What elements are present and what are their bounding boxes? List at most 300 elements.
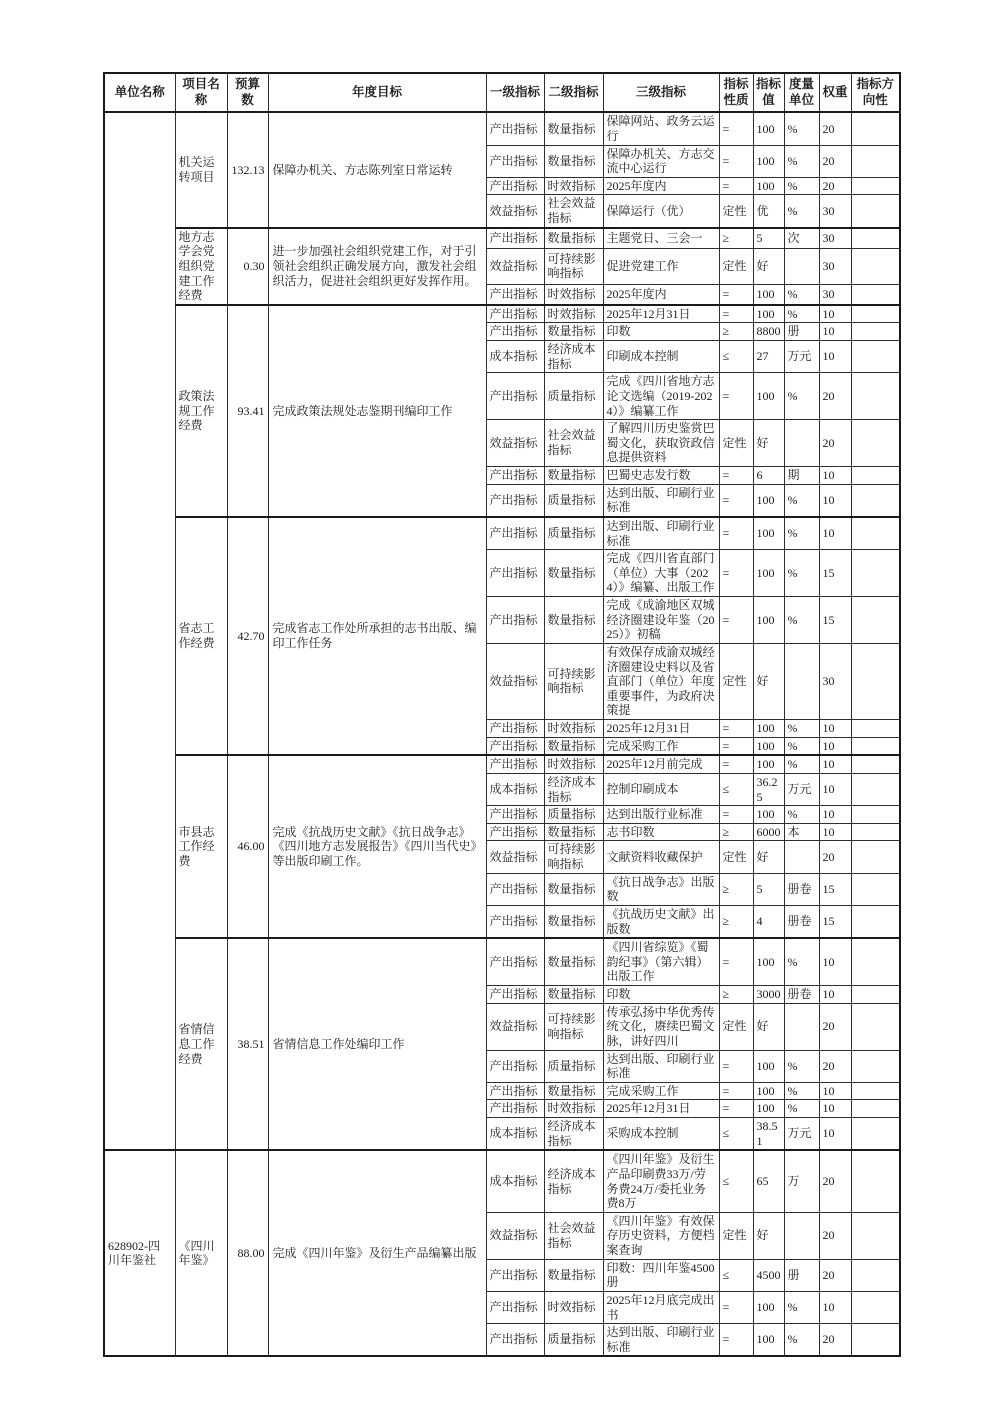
indicator-nature-cell: = <box>719 806 753 824</box>
level2-indicator-cell: 经济成本指标 <box>544 1150 603 1212</box>
measure-unit-cell: 册卷 <box>784 873 819 905</box>
weight-cell: 10 <box>819 755 851 773</box>
col-header-direction: 指标方向性 <box>851 73 900 112</box>
level2-indicator-cell: 可持续影响指标 <box>544 248 603 284</box>
level3-indicator-cell: 2025年12月31日 <box>603 720 719 738</box>
level2-indicator-cell: 数量指标 <box>544 737 603 755</box>
budget-cell: 0.30 <box>227 228 268 305</box>
indicator-nature-cell: ≤ <box>719 1118 753 1151</box>
direction-cell <box>851 228 900 248</box>
direction-cell <box>851 112 900 145</box>
budget-cell: 88.00 <box>227 1150 268 1356</box>
level2-indicator-cell: 数量指标 <box>544 823 603 841</box>
level3-indicator-cell: 印数 <box>603 986 719 1004</box>
level3-indicator-cell: 2025年12月31日 <box>603 305 719 323</box>
project-name-cell: 省情信息工作经费 <box>175 938 227 1150</box>
annual-goal-cell: 完成政策法规处志鉴期刊编印工作 <box>268 305 486 517</box>
level2-indicator-cell: 社会效益指标 <box>544 195 603 228</box>
level2-indicator-cell: 时效指标 <box>544 305 603 323</box>
direction-cell <box>851 1118 900 1151</box>
indicator-value-cell: 3000 <box>753 986 784 1004</box>
measure-unit-cell: % <box>784 1100 819 1118</box>
indicator-nature-cell: = <box>719 1324 753 1357</box>
indicator-nature-cell: = <box>719 484 753 517</box>
level3-indicator-cell: 达到出版、印刷行业标准 <box>603 1050 719 1082</box>
direction-cell <box>851 986 900 1004</box>
measure-unit-cell <box>784 1212 819 1259</box>
direction-cell <box>851 484 900 517</box>
indicator-value-cell: 100 <box>753 484 784 517</box>
level1-indicator-cell: 产出指标 <box>486 597 544 644</box>
direction-cell <box>851 1324 900 1357</box>
weight-cell: 20 <box>819 177 851 195</box>
level2-indicator-cell: 时效指标 <box>544 177 603 195</box>
direction-cell <box>851 1082 900 1100</box>
level2-indicator-cell: 质量指标 <box>544 1324 603 1357</box>
measure-unit-cell <box>784 1003 819 1050</box>
level2-indicator-cell: 社会效益指标 <box>544 1212 603 1259</box>
level2-indicator-cell: 质量指标 <box>544 373 603 420</box>
project-name-cell: 地方志学会党组织党建工作经费 <box>175 228 227 305</box>
weight-cell: 20 <box>819 1212 851 1259</box>
weight-cell: 30 <box>819 228 851 248</box>
direction-cell <box>851 806 900 824</box>
annual-goal-cell: 省情信息工作处编印工作 <box>268 938 486 1150</box>
budget-cell: 132.13 <box>227 112 268 227</box>
indicator-value-cell: 100 <box>753 177 784 195</box>
measure-unit-cell: 期 <box>784 467 819 485</box>
level3-indicator-cell: 了解四川历史鉴赏巴蜀文化，获取资政信息提供资料 <box>603 420 719 467</box>
level2-indicator-cell: 质量指标 <box>544 517 603 550</box>
level1-indicator-cell: 产出指标 <box>486 145 544 177</box>
level2-indicator-cell: 数量指标 <box>544 550 603 597</box>
level1-indicator-cell: 产出指标 <box>486 1100 544 1118</box>
level3-indicator-cell: 《四川年鉴》有效保存历史资料，方便档案查询 <box>603 1212 719 1259</box>
level2-indicator-cell: 经济成本指标 <box>544 341 603 373</box>
indicator-nature-cell: = <box>719 517 753 550</box>
indicator-nature-cell: = <box>719 938 753 985</box>
indicator-value-cell: 好 <box>753 643 784 719</box>
indicator-nature-cell: = <box>719 177 753 195</box>
indicator-value-cell: 38.51 <box>753 1118 784 1151</box>
direction-cell <box>851 550 900 597</box>
level3-indicator-cell: 达到出版、印刷行业标准 <box>603 1324 719 1357</box>
level1-indicator-cell: 产出指标 <box>486 873 544 905</box>
measure-unit-cell: % <box>784 737 819 755</box>
indicator-row <box>104 228 900 248</box>
indicator-nature-cell: = <box>719 305 753 323</box>
indicator-nature-cell: ≥ <box>719 905 753 938</box>
level2-indicator-cell: 数量指标 <box>544 597 603 644</box>
level1-indicator-cell: 产出指标 <box>486 1050 544 1082</box>
measure-unit-cell: % <box>784 484 819 517</box>
level1-indicator-cell: 产出指标 <box>486 550 544 597</box>
direction-cell <box>851 1100 900 1118</box>
col-header-unit-name: 单位名称 <box>104 73 175 112</box>
direction-cell <box>851 1003 900 1050</box>
level3-indicator-cell: 2025年12月底完成出书 <box>603 1291 719 1323</box>
col-header-level1: 一级指标 <box>486 73 544 112</box>
indicator-value-cell: 65 <box>753 1150 784 1212</box>
level3-indicator-cell: 印数：四川年鉴4500册 <box>603 1259 719 1291</box>
level1-indicator-cell: 效益指标 <box>486 195 544 228</box>
level1-indicator-cell: 产出指标 <box>486 938 544 985</box>
measure-unit-cell: % <box>784 195 819 228</box>
indicator-nature-cell: 定性 <box>719 841 753 873</box>
level3-indicator-cell: 保障办机关、方志交流中心运行 <box>603 145 719 177</box>
weight-cell: 10 <box>819 823 851 841</box>
measure-unit-cell: % <box>784 284 819 304</box>
weight-cell: 30 <box>819 195 851 228</box>
annual-goal-cell: 完成《四川年鉴》及衍生产品编纂出版 <box>268 1150 486 1356</box>
project-name-cell: 省志工作经费 <box>175 517 227 755</box>
indicator-nature-cell: ≤ <box>719 341 753 373</box>
measure-unit-cell: % <box>784 517 819 550</box>
level2-indicator-cell: 数量指标 <box>544 1082 603 1100</box>
direction-cell <box>851 373 900 420</box>
indicator-value-cell: 100 <box>753 305 784 323</box>
project-name-cell: 政策法规工作经费 <box>175 305 227 517</box>
level1-indicator-cell: 产出指标 <box>486 305 544 323</box>
level1-indicator-cell: 成本指标 <box>486 1118 544 1151</box>
direction-cell <box>851 905 900 938</box>
weight-cell: 20 <box>819 841 851 873</box>
weight-cell: 10 <box>819 1100 851 1118</box>
direction-cell <box>851 341 900 373</box>
level2-indicator-cell: 数量指标 <box>544 112 603 145</box>
measure-unit-cell: % <box>784 1324 819 1357</box>
level1-indicator-cell: 产出指标 <box>486 1082 544 1100</box>
weight-cell: 10 <box>819 773 851 805</box>
indicator-value-cell: 100 <box>753 145 784 177</box>
weight-cell: 10 <box>819 484 851 517</box>
budget-cell: 46.00 <box>227 755 268 938</box>
measure-unit-cell: % <box>784 1050 819 1082</box>
direction-cell <box>851 720 900 738</box>
annual-goal-cell: 进一步加强社会组织党建工作，对于引领社会组织正确发展方向，激发社会组织活力，促进社会组织更好发挥作用。 <box>268 228 486 305</box>
indicator-nature-cell: = <box>719 720 753 738</box>
weight-cell: 20 <box>819 145 851 177</box>
col-header-measure-unit: 度量单位 <box>784 73 819 112</box>
level1-indicator-cell: 产出指标 <box>486 823 544 841</box>
indicator-value-cell: 100 <box>753 737 784 755</box>
measure-unit-cell: % <box>784 806 819 824</box>
measure-unit-cell: 册卷 <box>784 986 819 1004</box>
weight-cell: 15 <box>819 550 851 597</box>
weight-cell: 10 <box>819 517 851 550</box>
indicator-nature-cell: ≥ <box>719 823 753 841</box>
level1-indicator-cell: 产出指标 <box>486 517 544 550</box>
direction-cell <box>851 1150 900 1212</box>
measure-unit-cell: 万元 <box>784 1118 819 1151</box>
direction-cell <box>851 823 900 841</box>
measure-unit-cell: % <box>784 112 819 145</box>
level1-indicator-cell: 产出指标 <box>486 905 544 938</box>
measure-unit-cell: 次 <box>784 228 819 248</box>
direction-cell <box>851 248 900 284</box>
level3-indicator-cell: 控制印刷成本 <box>603 773 719 805</box>
indicator-nature-cell: = <box>719 112 753 145</box>
weight-cell: 10 <box>819 720 851 738</box>
measure-unit-cell: % <box>784 373 819 420</box>
project-name-cell: 市县志工作经费 <box>175 755 227 938</box>
indicator-nature-cell: 定性 <box>719 248 753 284</box>
indicator-nature-cell: 定性 <box>719 420 753 467</box>
direction-cell <box>851 195 900 228</box>
weight-cell: 10 <box>819 986 851 1004</box>
indicator-row <box>104 517 900 550</box>
direction-cell <box>851 1259 900 1291</box>
level2-indicator-cell: 数量指标 <box>544 873 603 905</box>
level3-indicator-cell: 保障网站、政务云运行 <box>603 112 719 145</box>
measure-unit-cell: % <box>784 938 819 985</box>
direction-cell <box>851 737 900 755</box>
indicator-value-cell: 100 <box>753 112 784 145</box>
indicator-nature-cell: = <box>719 1100 753 1118</box>
level2-indicator-cell: 可持续影响指标 <box>544 643 603 719</box>
indicator-value-cell: 5 <box>753 873 784 905</box>
measure-unit-cell: 万 <box>784 1150 819 1212</box>
level3-indicator-cell: 印刷成本控制 <box>603 341 719 373</box>
indicator-nature-cell: 定性 <box>719 1003 753 1050</box>
col-header-project-name: 项目名称 <box>175 73 227 112</box>
level3-indicator-cell: 《抗日战争志》出版数 <box>603 873 719 905</box>
project-name-cell: 《四川年鉴》 <box>175 1150 227 1356</box>
measure-unit-cell: % <box>784 145 819 177</box>
indicator-value-cell: 100 <box>753 1050 784 1082</box>
direction-cell <box>851 841 900 873</box>
indicator-nature-cell: ≥ <box>719 228 753 248</box>
level3-indicator-cell: 主题党日、三会一 <box>603 228 719 248</box>
level3-indicator-cell: 巴蜀史志发行数 <box>603 467 719 485</box>
level3-indicator-cell: 传承弘扬中华优秀传统文化，赓续巴蜀文脉，讲好四川 <box>603 1003 719 1050</box>
indicator-value-cell: 好 <box>753 1212 784 1259</box>
weight-cell: 20 <box>819 420 851 467</box>
level1-indicator-cell: 产出指标 <box>486 1291 544 1323</box>
direction-cell <box>851 938 900 985</box>
indicator-nature-cell: 定性 <box>719 1212 753 1259</box>
level2-indicator-cell: 时效指标 <box>544 284 603 304</box>
level3-indicator-cell: 有效保存成渝双城经济圈建设史料以及省直部门（单位）年度重要事件，为政府决策提 <box>603 643 719 719</box>
measure-unit-cell: 册卷 <box>784 905 819 938</box>
level1-indicator-cell: 效益指标 <box>486 643 544 719</box>
level3-indicator-cell: 完成《四川省地方志论文选编（2019-2024）》编纂工作 <box>603 373 719 420</box>
direction-cell <box>851 323 900 341</box>
indicator-nature-cell: ≥ <box>719 873 753 905</box>
measure-unit-cell <box>784 248 819 284</box>
level3-indicator-cell: 《抗战历史文献》出版数 <box>603 905 719 938</box>
weight-cell: 30 <box>819 643 851 719</box>
level1-indicator-cell: 产出指标 <box>486 228 544 248</box>
level1-indicator-cell: 产出指标 <box>486 484 544 517</box>
col-header-budget: 预算数 <box>227 73 268 112</box>
annual-goal-cell: 完成省志工作处所承担的志书出版、编印工作任务 <box>268 517 486 755</box>
level1-indicator-cell: 产出指标 <box>486 323 544 341</box>
measure-unit-cell: 万元 <box>784 773 819 805</box>
weight-cell: 10 <box>819 1082 851 1100</box>
level1-indicator-cell: 产出指标 <box>486 755 544 773</box>
weight-cell: 20 <box>819 373 851 420</box>
indicator-nature-cell: = <box>719 550 753 597</box>
indicator-nature-cell: = <box>719 1082 753 1100</box>
unit-name-cell: 628902-四川年鉴社 <box>104 1150 175 1356</box>
weight-cell: 20 <box>819 1050 851 1082</box>
indicator-nature-cell: = <box>719 755 753 773</box>
measure-unit-cell: % <box>784 550 819 597</box>
direction-cell <box>851 305 900 323</box>
indicator-value-cell: 好 <box>753 841 784 873</box>
level2-indicator-cell: 时效指标 <box>544 720 603 738</box>
measure-unit-cell: % <box>784 755 819 773</box>
indicator-nature-cell: ≤ <box>719 1259 753 1291</box>
budget-cell: 93.41 <box>227 305 268 517</box>
col-header-level3: 三级指标 <box>603 73 719 112</box>
indicator-value-cell: 好 <box>753 248 784 284</box>
level1-indicator-cell: 效益指标 <box>486 841 544 873</box>
level1-indicator-cell: 成本指标 <box>486 341 544 373</box>
level3-indicator-cell: 完成《四川省直部门（单位）大事（2024）》编纂、出版工作 <box>603 550 719 597</box>
measure-unit-cell <box>784 420 819 467</box>
level3-indicator-cell: 达到出版、印刷行业标准 <box>603 517 719 550</box>
measure-unit-cell <box>784 841 819 873</box>
level1-indicator-cell: 产出指标 <box>486 806 544 824</box>
level1-indicator-cell: 产出指标 <box>486 284 544 304</box>
indicator-nature-cell: = <box>719 284 753 304</box>
indicator-value-cell: 4500 <box>753 1259 784 1291</box>
level2-indicator-cell: 数量指标 <box>544 467 603 485</box>
indicator-nature-cell: = <box>719 467 753 485</box>
level2-indicator-cell: 经济成本指标 <box>544 773 603 805</box>
indicator-nature-cell: 定性 <box>719 195 753 228</box>
weight-cell: 10 <box>819 341 851 373</box>
level1-indicator-cell: 成本指标 <box>486 773 544 805</box>
weight-cell: 15 <box>819 597 851 644</box>
weight-cell: 10 <box>819 1291 851 1323</box>
level3-indicator-cell: 2025年度内 <box>603 177 719 195</box>
level2-indicator-cell: 可持续影响指标 <box>544 1003 603 1050</box>
indicator-value-cell: 100 <box>753 517 784 550</box>
project-name-cell: 机关运转项目 <box>175 112 227 227</box>
col-header-annual-goal: 年度目标 <box>268 73 486 112</box>
level1-indicator-cell: 产出指标 <box>486 177 544 195</box>
direction-cell <box>851 467 900 485</box>
indicator-value-cell: 100 <box>753 806 784 824</box>
level3-indicator-cell: 达到出版、印刷行业标准 <box>603 484 719 517</box>
weight-cell: 20 <box>819 1150 851 1212</box>
indicator-value-cell: 100 <box>753 1082 784 1100</box>
level2-indicator-cell: 数量指标 <box>544 938 603 985</box>
indicator-value-cell: 100 <box>753 597 784 644</box>
direction-cell <box>851 145 900 177</box>
indicator-value-cell: 5 <box>753 228 784 248</box>
indicator-value-cell: 6000 <box>753 823 784 841</box>
measure-unit-cell <box>784 643 819 719</box>
indicator-value-cell: 100 <box>753 755 784 773</box>
level1-indicator-cell: 效益指标 <box>486 420 544 467</box>
level1-indicator-cell: 产出指标 <box>486 1259 544 1291</box>
direction-cell <box>851 1291 900 1323</box>
measure-unit-cell: % <box>784 305 819 323</box>
level2-indicator-cell: 数量指标 <box>544 228 603 248</box>
level3-indicator-cell: 文献资料收藏保护 <box>603 841 719 873</box>
level1-indicator-cell: 产出指标 <box>486 720 544 738</box>
indicator-value-cell: 4 <box>753 905 784 938</box>
weight-cell: 10 <box>819 467 851 485</box>
indicator-row <box>104 305 900 323</box>
col-header-nature: 指标性质 <box>719 73 753 112</box>
level1-indicator-cell: 产出指标 <box>486 112 544 145</box>
direction-cell <box>851 177 900 195</box>
level3-indicator-cell: 完成采购工作 <box>603 1082 719 1100</box>
indicator-nature-cell: ≤ <box>719 773 753 805</box>
level3-indicator-cell: 完成《成渝地区双城经济圈建设年鉴（2025）》初稿 <box>603 597 719 644</box>
weight-cell: 10 <box>819 1118 851 1151</box>
indicator-value-cell: 100 <box>753 720 784 738</box>
weight-cell: 20 <box>819 112 851 145</box>
weight-cell: 15 <box>819 905 851 938</box>
level2-indicator-cell: 数量指标 <box>544 323 603 341</box>
measure-unit-cell: 册 <box>784 323 819 341</box>
weight-cell: 10 <box>819 737 851 755</box>
level2-indicator-cell: 数量指标 <box>544 145 603 177</box>
measure-unit-cell: % <box>784 177 819 195</box>
col-header-weight: 权重 <box>819 73 851 112</box>
level1-indicator-cell: 产出指标 <box>486 467 544 485</box>
indicator-value-cell: 好 <box>753 1003 784 1050</box>
weight-cell: 30 <box>819 284 851 304</box>
level1-indicator-cell: 产出指标 <box>486 737 544 755</box>
budget-cell: 38.51 <box>227 938 268 1150</box>
col-header-level2: 二级指标 <box>544 73 603 112</box>
indicator-row <box>104 1150 900 1212</box>
measure-unit-cell: 本 <box>784 823 819 841</box>
performance-indicator-table <box>103 72 901 1357</box>
weight-cell: 20 <box>819 1324 851 1357</box>
level2-indicator-cell: 时效指标 <box>544 755 603 773</box>
level2-indicator-cell: 数量指标 <box>544 1259 603 1291</box>
indicator-value-cell: 100 <box>753 938 784 985</box>
level2-indicator-cell: 可持续影响指标 <box>544 841 603 873</box>
table-body <box>104 112 900 1356</box>
level3-indicator-cell: 采购成本控制 <box>603 1118 719 1151</box>
level1-indicator-cell: 产出指标 <box>486 986 544 1004</box>
unit-name-cell <box>104 112 175 1150</box>
weight-cell: 20 <box>819 1259 851 1291</box>
direction-cell <box>851 597 900 644</box>
indicator-value-cell: 100 <box>753 550 784 597</box>
indicator-nature-cell: = <box>719 145 753 177</box>
indicator-value-cell: 优 <box>753 195 784 228</box>
direction-cell <box>851 420 900 467</box>
indicator-value-cell: 100 <box>753 1324 784 1357</box>
measure-unit-cell: % <box>784 1291 819 1323</box>
direction-cell <box>851 1212 900 1259</box>
indicator-nature-cell: = <box>719 737 753 755</box>
indicator-value-cell: 100 <box>753 284 784 304</box>
indicator-nature-cell: ≥ <box>719 986 753 1004</box>
measure-unit-cell: % <box>784 1082 819 1100</box>
weight-cell: 10 <box>819 806 851 824</box>
indicator-nature-cell: ≤ <box>719 1150 753 1212</box>
weight-cell: 15 <box>819 873 851 905</box>
measure-unit-cell: % <box>784 597 819 644</box>
indicator-nature-cell: = <box>719 1291 753 1323</box>
level3-indicator-cell: 达到出版行业标准 <box>603 806 719 824</box>
indicator-row <box>104 755 900 773</box>
level3-indicator-cell: 志书印数 <box>603 823 719 841</box>
level2-indicator-cell: 时效指标 <box>544 1100 603 1118</box>
col-header-value: 指标值 <box>753 73 784 112</box>
